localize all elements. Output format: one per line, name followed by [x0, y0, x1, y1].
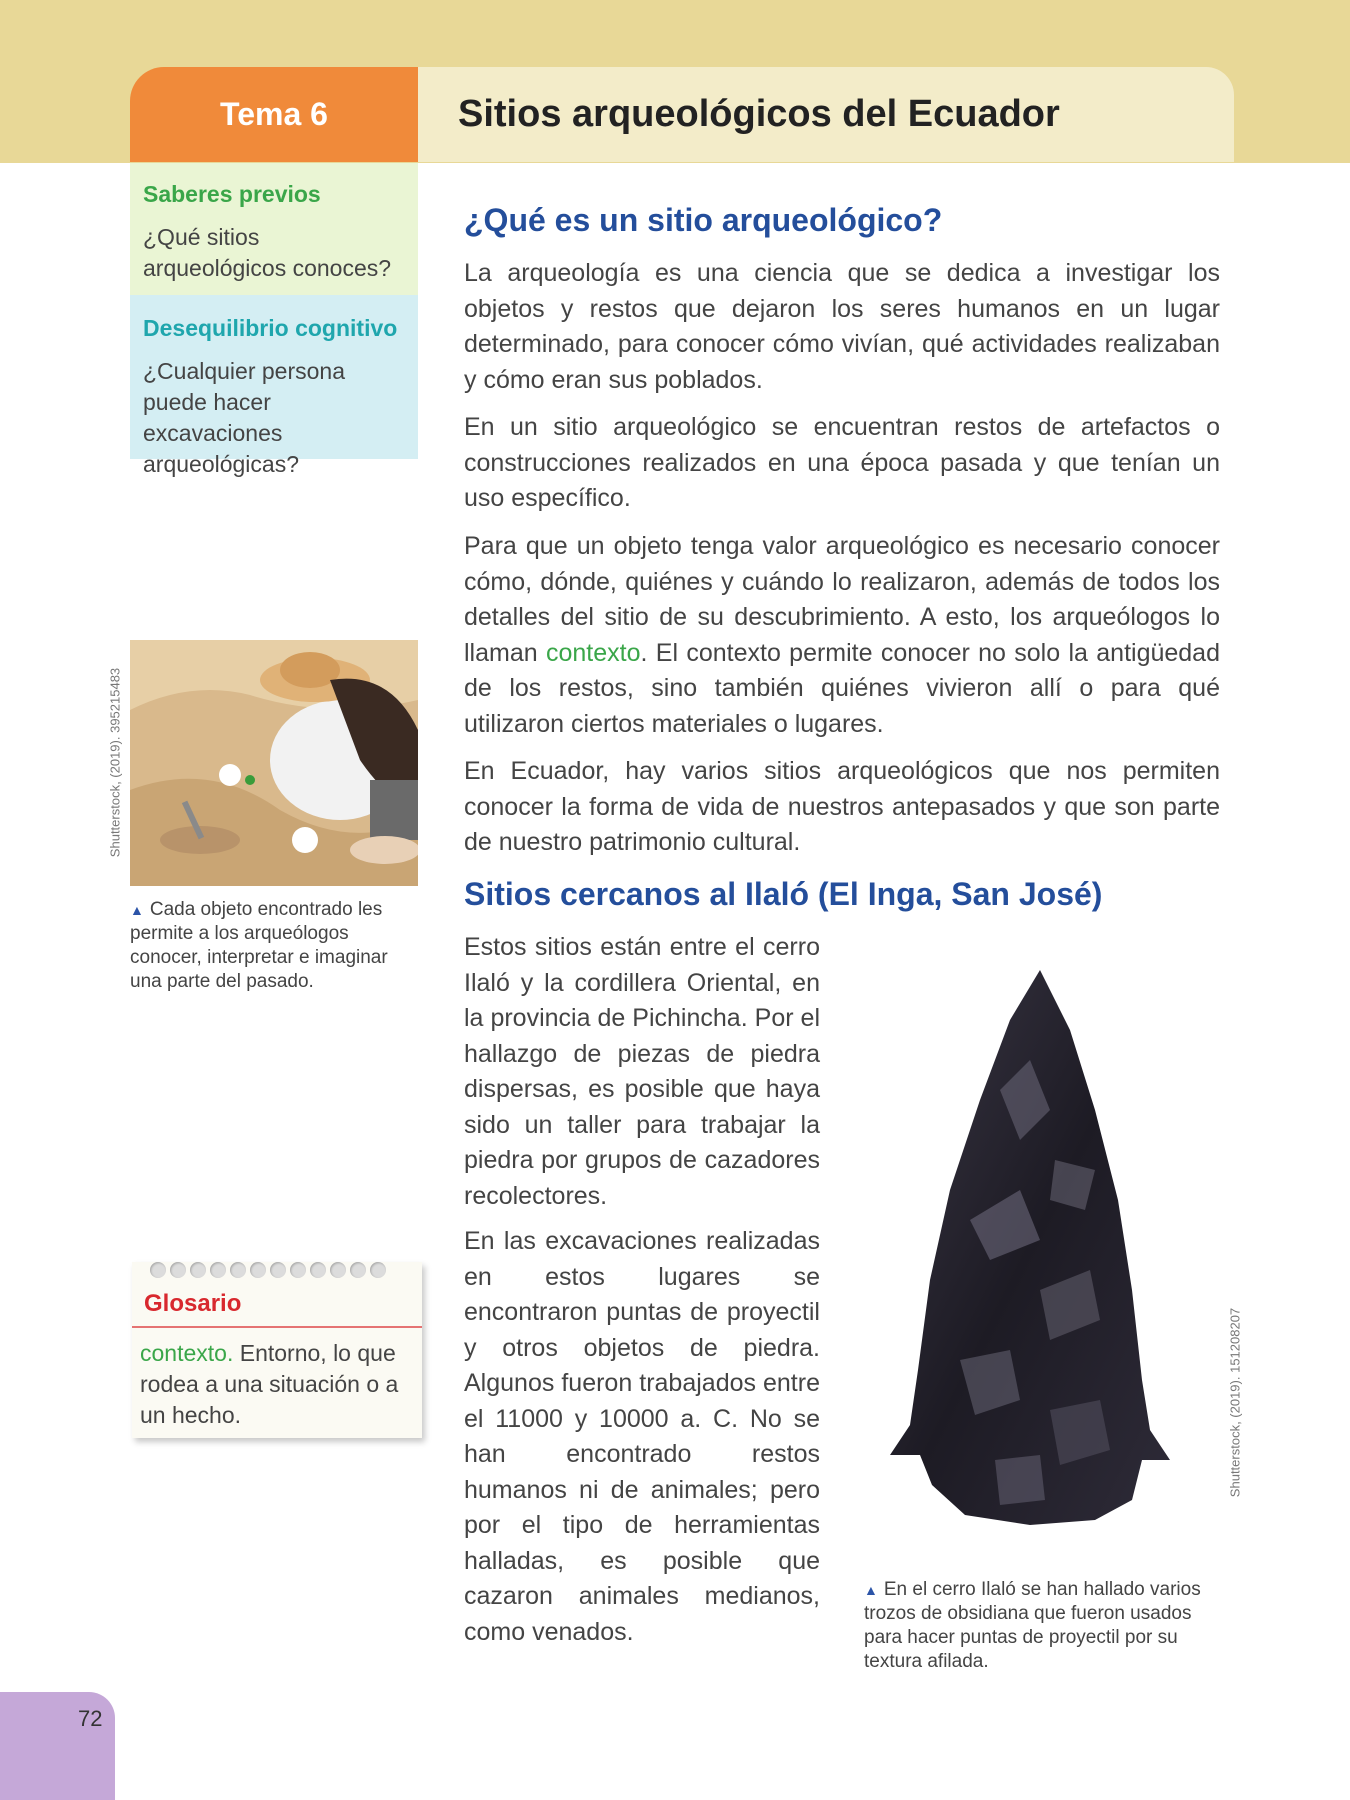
arrowhead-caption — [864, 1578, 1220, 1674]
arrowhead-image-credit: Shutterstock, (2019). 151208207 — [1227, 1307, 1243, 1498]
glosario-entry — [140, 1338, 416, 1431]
topic-tab — [130, 67, 418, 162]
paragraph-ilalo-ubicacion: Estos sitios están entre el cerro Ilaló y la cordillera Oriental, en la provincia de Pichincha. Por el hallazgo de piezas de piedra dispersas, es posible que haya sido un taller para trabajar la piedra por grupos de cazadores recolectores. — [464, 933, 820, 1210]
obsidian-arrowhead-image — [880, 960, 1180, 1540]
contexto-keyword: contexto — [545, 638, 641, 667]
caption-triangle-icon: ▲ — [864, 1582, 878, 1598]
desequilibrio-box — [130, 295, 418, 477]
arrowhead-caption-text: En el cerro Ilaló se han hallado varios trozos de obsidiana que fueron usados para hacer puntas de proyectil por su textura afilada. — [864, 1579, 1201, 1672]
excavation-photo — [130, 640, 418, 886]
glosario-title: Glosario — [144, 1290, 242, 1317]
section-heading-sitio: ¿Qué es un sitio arqueológico? — [464, 202, 943, 238]
glosario-term: contexto. — [140, 1340, 234, 1366]
desequilibrio-question: ¿Cualquier persona puede hacer excavaciones arqueológicas? — [143, 358, 346, 477]
caption-triangle-icon: ▲ — [130, 902, 144, 918]
section-heading-ilalo: Sitios cercanos al Ilaló (El Inga, San José) — [464, 876, 1103, 912]
saberes-previos-box — [130, 163, 418, 295]
saberes-previos-question: ¿Qué sitios arqueológicos conoces? — [143, 224, 392, 281]
page-title — [418, 67, 1234, 162]
paragraph-ecuador: En Ecuador, hay varios sitios arqueológicos que nos permiten conocer la forma de vida de nuestros antepasados y que son parte de nuestro patrimonio cultural. — [464, 757, 1220, 856]
paragraph-excavaciones: En las excavaciones realizadas en estos lugares se encontraron puntas de proyectil y otros objetos de piedra. Algunos fueron trabajados entre el 11000 y 10000 a. C. No se han encontrado restos humanos ni de animales; pero por el tipo de herramientas halladas, es posible que cazaron animales medianos, como venados. — [464, 1227, 820, 1646]
notebook-holes — [150, 1262, 386, 1278]
saberes-previos-heading: Saberes previos — [143, 181, 321, 207]
paragraph-restos: En un sitio arqueológico se encuentran restos de artefactos o construcciones realizados en una época pasada y que tenían un uso específico. — [464, 413, 1220, 512]
paragraph-definicion: La arqueología es una ciencia que se dedica a investigar los objetos y restos que dejaron los seres humanos en un lugar determinado, para conocer cómo vivían, qué actividades realizaban y cómo eran sus poblados. — [464, 259, 1220, 394]
page-number: 72 — [78, 1706, 103, 1731]
desequilibrio-heading: Desequilibrio cognitivo — [143, 315, 398, 341]
topic-label: Tema 6 — [220, 96, 328, 132]
excavation-caption-text: Cada objeto encontrado les permite a los arqueólogos conocer, interpretar e imaginar una parte del pasado. — [130, 899, 388, 992]
glosario-note — [132, 1262, 422, 1438]
glosario-divider — [132, 1326, 422, 1328]
excavation-photo-credit: Shutterstock, (2019). 395215483 — [107, 667, 123, 858]
contexto-text-before: Para que un objeto tenga valor arqueológico es necesario conocer cómo, dónde, quiénes y cuándo lo realizaron, además de todos los detalles del sitio de su descubrimiento. A esto, los arqueólogos lo llaman — [464, 532, 1220, 667]
glosario-definition: Entorno, lo que rodea a una situación o a un hecho. — [140, 1340, 399, 1428]
paragraph-contexto — [464, 529, 1220, 742]
excavation-photo-caption — [130, 898, 418, 994]
page-title-text: Sitios arqueológicos del Ecuador — [458, 93, 1060, 135]
contexto-text-after: . El contexto permite conocer no solo la antigüedad de los restos, sino también quiénes vivieron allí o para qué utilizaron ciertos materiales o lugares. — [464, 638, 1220, 738]
